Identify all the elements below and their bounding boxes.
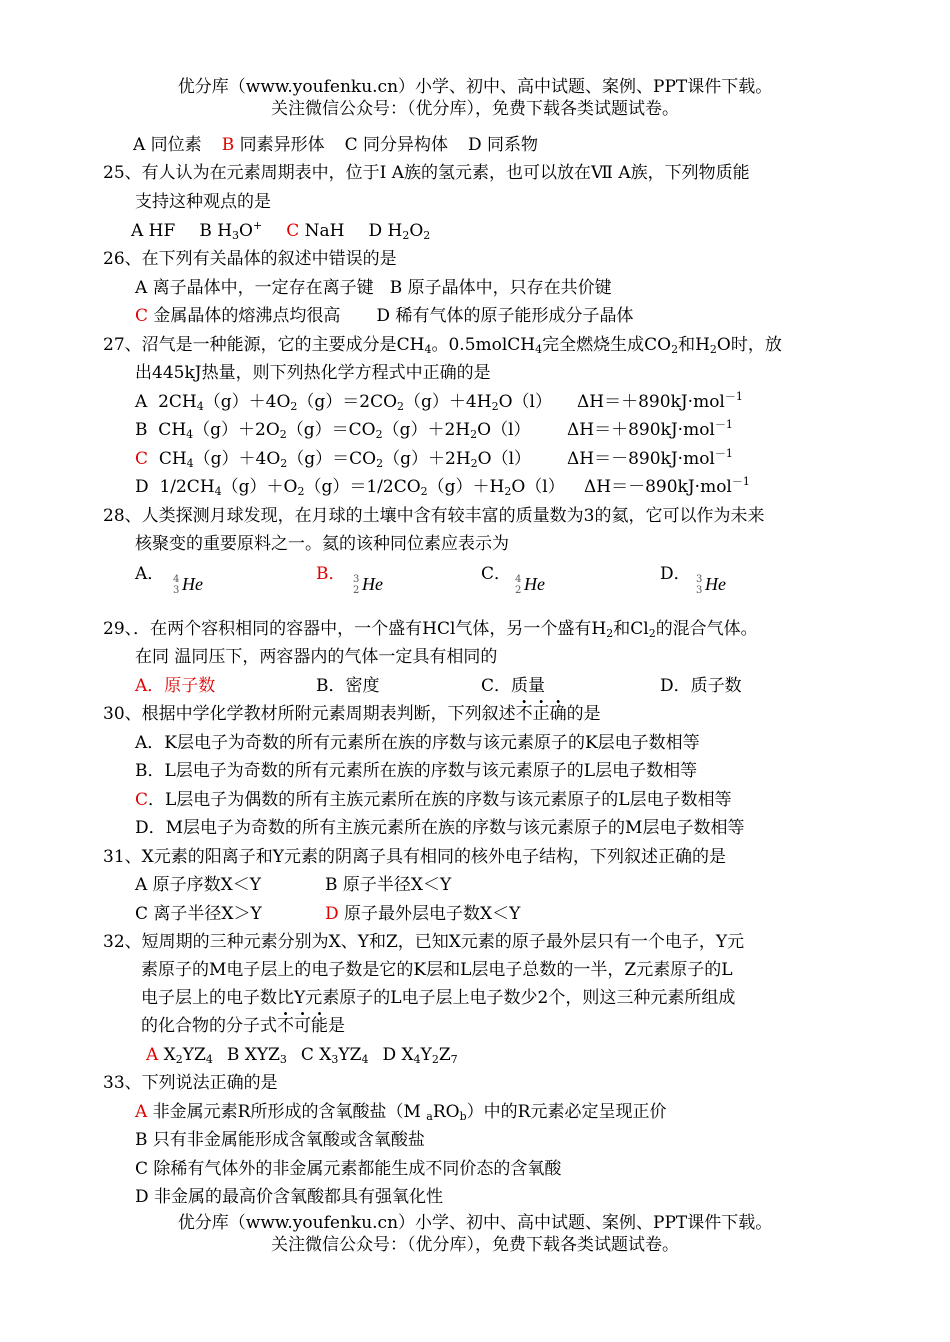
q25-option-d: D $H_2O_2$ [368,221,431,242]
q33-option-d: D 非金属的最高价含氧酸都具有强氧化性 [135,1187,444,1207]
q28-stem-1: 28、人类探测月球发现，在月球的土壤中含有较丰富的质量数为3的氦，它可以作为未来 [103,506,765,526]
q29-answer-a: A．原子数 [135,676,216,696]
q33-option-c: C 除稀有气体外的非金属元素都能生成不同价态的含氧酸 [135,1159,562,1179]
footer-line-2: 关注微信公众号：（优分库），免费下载各类试题试卷。 [271,1235,679,1255]
q31-stem: 31、X元素的阳离子和Y元素的阴离子具有相同的核外电子结构，下列叙述正确的是 [103,847,726,867]
q29-stem-1: 29、．在两个容积相同的容器中，一个盛有HCl气体，另一个盛有$H_2$和$Cl_2$的混合气体。 [103,619,758,640]
q25-option-c: NaH [299,221,345,241]
q28-stem-2: 核聚变的重要原料之一。氦的该种同位素应表示为 [135,534,509,554]
q27-option-d: D $1/2CH_4(g)+O_2(g)=1/2CO_2(g)+H_2O(l)$ [135,477,565,498]
q33-stem: 33、下列说法正确的是 [103,1073,278,1093]
q29-stem-2: 在同 温同压下，两容器内的气体一定具有相同的 [135,647,498,667]
q32-option-c: C $X_3YZ_4$ [300,1045,369,1066]
q27-option-b: B $CH_4(g)+2O_2(g)=CO_2(g)+2H_2O(l)$ [135,420,531,441]
footer-line-1: 优分库（www.youfenku.cn）小学、初中、高中试题、案例、PPT课件下载。 [177,1213,773,1233]
q28-option-c-label: C． [481,564,512,584]
q26-option-b: B 原子晶体中，只存在共价键 [389,278,612,298]
q27-dh-a: ΔH＝＋890kJ·mol$^{-1}$ [577,390,743,412]
q31-answer-d: D [325,904,339,924]
q33-option-a: A 非金属元素R所形成的含氧酸盐（M $_aRO_b$）中的R元素必定呈现正价 [135,1102,667,1123]
q26-stem: 26、在下列有关晶体的叙述中错误的是 [103,249,397,269]
q32-stem-1: 32、短周期的三种元素分别为X、Y和Z，已知X元素的原子最外层只有一个电子，Y元 [103,932,745,952]
q26-options-cd [135,305,633,327]
q27-stem-2: 出445kJ热量，则下列热化学方程式中正确的是 [135,363,491,383]
q32-stem-4: 的化合物的分子式不可能是 [141,1016,345,1036]
header-line-1: 优分库（www.youfenku.cn）小学、初中、高中试题、案例、PPT课件下载。 [177,77,773,97]
q27-option-a: A $2CH_4(g)+4O_2(g)=2CO_2(g)+4H_2O(l)$ [135,392,552,413]
q32-option-d: D $X_4Y_2Z_7$ [382,1045,458,1066]
q29-option-d: D．质子数 [660,676,742,696]
q31-option-a: A 原子序数X＜Y [135,875,262,895]
q33-answer-a: A [135,1102,148,1122]
q32-option-b: B $XYZ_3$ [226,1045,287,1066]
q28-option-d-label: D． [660,564,691,584]
q30-option-b: B．L层电子为奇数的所有元素所在族的序数与该元素原子的L层电子数相等 [135,761,698,781]
q24-option-a: A 同位素 [133,135,202,155]
q32-options [146,1044,458,1066]
q25-option-a: A HF [131,221,176,241]
q24-options [133,134,538,156]
q29-option-c: C．质量 [481,676,546,696]
q30-answer-c: C [135,790,149,810]
q27-dh-d: ΔH＝－890kJ·mol$^{-1}$ [584,475,750,497]
q29-option-b: B．密度 [316,676,380,696]
q32-stem-3: 电子层上的电子数比Y元素原子的L电子层上电子数少2个，则这三种元素所组成 [141,988,736,1008]
q24-option-b: 同素异形体 [234,135,325,155]
q31-option-d: D 原子最外层电子数X＜Y [325,904,521,924]
q30-option-a: A．K层电子为奇数的所有元素所在族的序数与该元素原子的K层电子数相等 [135,733,700,753]
q25-stem-1: 25、有人认为在元素周期表中，位于Ⅰ A族的氢元素，也可以放在Ⅶ A族，下列物质能 [103,163,750,183]
q24-answer-b: B [221,135,235,155]
q25-options [131,220,430,242]
q26-option-d: D 稀有气体的原子能形成分子晶体 [376,306,634,326]
q27-answer-c: C [135,449,149,469]
q27-dh-b: ΔH＝＋890kJ·mol$^{-1}$ [567,418,733,440]
q25-stem-2: 支持这种观点的是 [135,192,271,212]
q27-dh-c: ΔH＝－890kJ·mol$^{-1}$ [567,447,733,469]
header-line-2: 关注微信公众号：（优分库），免费下载各类试题试卷。 [271,99,679,119]
q26-options-ab [135,277,612,299]
q26-answer-c: C [135,306,149,326]
q31-option-b: B 原子半径X＜Y [325,875,452,895]
q27-option-c: C $CH_4(g)+4O_2(g)=CO_2(g)+2H_2O(l)$ [135,449,532,470]
q26-option-a: A 离子晶体中，一定存在离子键 [135,278,374,298]
q30-option-c: C．L层电子为偶数的所有主族元素所在族的序数与该元素原子的L层电子数相等 [135,790,732,810]
q27-stem-1: 27、沼气是一种能源，它的主要成分是$CH_4$。0.5molCH$_4$完全燃烧生成$CO_2$和$H_2O$时，放 [103,335,782,356]
q30-stem: 30、根据中学化学教材所附元素周期表判断，下列叙述不正确的是 [103,704,601,724]
q32-answer-a: A [146,1045,159,1065]
q33-option-b: B 只有非金属能形成含氧酸或含氧酸盐 [135,1130,425,1150]
q28-answer-b: B． [316,564,346,584]
q26-option-c: 金属晶体的熔沸点均很高 [148,306,341,326]
q31-option-c: C 离子半径X＞Y [135,904,262,924]
q32-stem-2: 素原子的M电子层上的电子数是它的K层和L层电子总数的一半，Z元素原子的L [141,960,733,980]
q30-option-d: D．M层电子为奇数的所有主族元素所在族的序数与该元素原子的M层电子数相等 [135,818,745,838]
q32-option-a: $X_2YZ_4$ [158,1045,213,1066]
q24-option-c: C 同分异构体 [344,135,449,155]
q24-option-d: D 同系物 [468,135,539,155]
q25-answer-c: C [286,221,300,241]
q28-option-a-label: A． [135,564,165,584]
q25-option-b: B $H_3O^+$ [199,219,263,242]
